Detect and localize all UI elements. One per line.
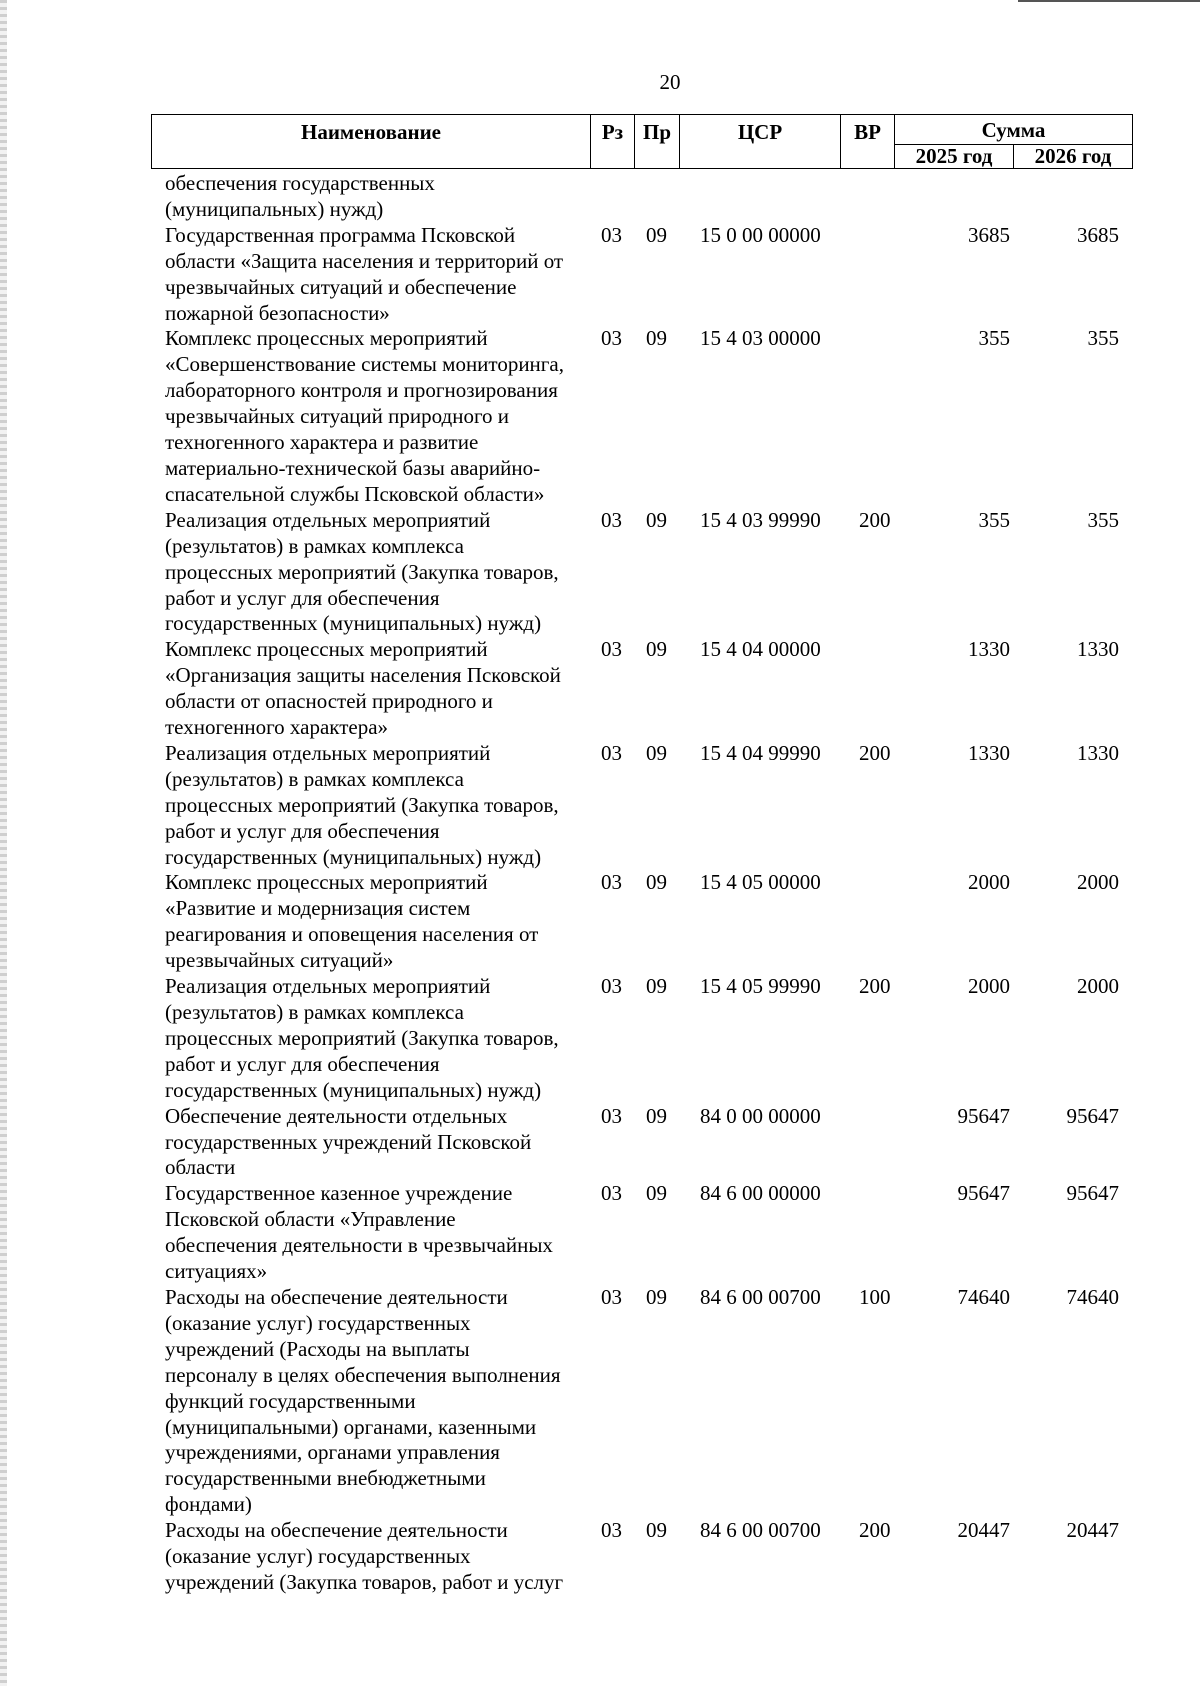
row-name — [165, 171, 585, 223]
row-pr: 09 — [646, 1103, 667, 1128]
row-name-line: реагирования и оповещения населения от — [165, 922, 539, 947]
row-rz: 03 — [601, 1518, 622, 1543]
row-vr: 200 — [859, 1518, 891, 1543]
row-name-line: ситуациях» — [165, 1259, 268, 1284]
row-name — [165, 326, 585, 507]
row-name-line: работ и услуг для обеспечения — [165, 818, 440, 843]
row-csr: 15 0 00 00000 — [700, 222, 821, 247]
row-sum-2025: 355 — [978, 507, 1010, 532]
row-name-line: чрезвычайных ситуаций природного и — [165, 404, 510, 429]
row-vr: 100 — [859, 1284, 891, 1309]
row-name-line: (результатов) в рамках комплекса — [165, 533, 464, 558]
header-name: Наименование — [151, 114, 591, 169]
row-sum-2026: 355 — [1087, 326, 1119, 351]
row-csr: 15 4 03 00000 — [700, 326, 821, 351]
row-sum-2026: 20447 — [1066, 1518, 1119, 1543]
row-name-line: государственными внебюджетными — [165, 1466, 486, 1491]
row-rz: 03 — [601, 740, 622, 765]
header-2026: 2026 год — [1013, 144, 1133, 169]
row-name-line: Комплекс процессных мероприятий — [165, 870, 488, 895]
row-csr: 15 4 05 00000 — [700, 870, 821, 895]
row-name-line: государственных учреждений Псковской — [165, 1129, 532, 1154]
row-pr: 09 — [646, 507, 667, 532]
row-name-line: «Развитие и модернизация систем — [165, 896, 471, 921]
header-2025: 2025 год — [894, 144, 1014, 169]
row-rz: 03 — [601, 326, 622, 351]
header-vr: ВР — [840, 114, 895, 169]
row-name-line: техногенного характера» — [165, 715, 389, 740]
row-pr: 09 — [646, 222, 667, 247]
row-sum-2025: 2000 — [968, 974, 1010, 999]
row-csr: 84 6 00 00700 — [700, 1518, 821, 1543]
header-rz: Рз — [590, 114, 635, 169]
row-pr: 09 — [646, 1518, 667, 1543]
row-sum-2026: 355 — [1087, 507, 1119, 532]
row-name — [165, 870, 585, 974]
row-rz: 03 — [601, 1284, 622, 1309]
row-name-line: учреждениями, органами управления — [165, 1440, 500, 1465]
row-sum-2026: 95647 — [1066, 1181, 1119, 1206]
row-name — [165, 1518, 585, 1596]
row-name-line: учреждений (Закупка товаров, работ и услуг — [165, 1569, 564, 1594]
row-name-line: (оказание услуг) государственных — [165, 1310, 471, 1335]
table-row — [0, 508, 1200, 638]
row-csr: 15 4 03 99990 — [700, 507, 821, 532]
row-name-line: техногенного характера и развитие — [165, 430, 479, 455]
row-sum-2025: 95647 — [957, 1181, 1010, 1206]
row-name — [165, 1285, 585, 1518]
row-name-line: чрезвычайных ситуаций и обеспечение — [165, 274, 517, 299]
row-sum-2026: 74640 — [1066, 1284, 1119, 1309]
row-sum-2026: 3685 — [1077, 222, 1119, 247]
row-pr: 09 — [646, 1284, 667, 1309]
row-name — [165, 1181, 585, 1285]
row-name-line: Реализация отдельных мероприятий — [165, 974, 491, 999]
header-pr: Пр — [634, 114, 680, 169]
row-name-line: государственных (муниципальных) нужд) — [165, 1077, 542, 1102]
row-name-line: (оказание услуг) государственных — [165, 1544, 471, 1569]
row-name-line: Государственная программа Псковской — [165, 222, 516, 247]
row-name-line: «Организация защиты населения Псковской — [165, 663, 561, 688]
header-csr: ЦСР — [679, 114, 841, 169]
row-name — [165, 974, 585, 1104]
row-sum-2026: 1330 — [1077, 740, 1119, 765]
row-rz: 03 — [601, 1181, 622, 1206]
row-pr: 09 — [646, 1181, 667, 1206]
row-csr: 15 4 05 99990 — [700, 974, 821, 999]
table-row — [0, 1285, 1200, 1518]
row-name-line: (результатов) в рамках комплекса — [165, 1000, 464, 1024]
table-row — [0, 1181, 1200, 1285]
row-name — [165, 223, 585, 327]
row-pr: 09 — [646, 326, 667, 351]
top-rule — [1018, 0, 1200, 2]
row-vr: 200 — [859, 507, 891, 532]
row-name-line: Расходы на обеспечение деятельности — [165, 1518, 508, 1543]
row-sum-2025: 95647 — [957, 1103, 1010, 1128]
row-sum-2025: 1330 — [968, 637, 1010, 662]
page-number: 20 — [659, 70, 681, 94]
row-sum-2025: 355 — [978, 326, 1010, 351]
row-sum-2025: 1330 — [968, 740, 1010, 765]
row-sum-2026: 95647 — [1066, 1103, 1119, 1128]
row-name-line: процессных мероприятий (Закупка товаров, — [165, 1025, 559, 1050]
row-sum-2025: 74640 — [957, 1284, 1010, 1309]
row-name-line: процессных мероприятий (Закупка товаров, — [165, 792, 559, 817]
row-sum-2026: 2000 — [1077, 974, 1119, 999]
table-row — [0, 171, 1200, 223]
row-rz: 03 — [601, 637, 622, 662]
table-row — [0, 974, 1200, 1104]
row-rz: 03 — [601, 1103, 622, 1128]
row-csr: 84 0 00 00000 — [700, 1103, 821, 1128]
row-name-line: области — [165, 1155, 236, 1180]
row-name-line: (муниципальными) органами, казенными — [165, 1414, 537, 1439]
row-name — [165, 508, 585, 638]
table-row — [0, 223, 1200, 327]
row-name-line: Государственное казенное учреждение — [165, 1181, 513, 1206]
row-name-line: работ и услуг для обеспечения — [165, 585, 440, 610]
row-name — [165, 741, 585, 871]
table-row — [0, 1104, 1200, 1182]
row-csr: 15 4 04 99990 — [700, 740, 821, 765]
row-name-line: фондами) — [165, 1492, 252, 1517]
row-name-line: Комплекс процессных мероприятий — [165, 637, 488, 662]
row-name-line: спасательной службы Псковской области» — [165, 481, 545, 506]
row-name-line: Реализация отдельных мероприятий — [165, 507, 491, 532]
table-header — [151, 114, 1133, 169]
row-rz: 03 — [601, 870, 622, 895]
row-sum-2025: 2000 — [968, 870, 1010, 895]
row-name-line: учреждений (Расходы на выплаты — [165, 1336, 470, 1361]
row-csr: 15 4 04 00000 — [700, 637, 821, 662]
row-name-line: лабораторного контроля и прогнозирования — [165, 378, 558, 403]
row-name-line: чрезвычайных ситуаций» — [165, 948, 394, 973]
header-sum: Сумма — [894, 114, 1133, 145]
row-vr: 200 — [859, 974, 891, 999]
row-rz: 03 — [601, 974, 622, 999]
row-name-line: процессных мероприятий (Закупка товаров, — [165, 559, 559, 584]
row-name-line: пожарной безопасности» — [165, 300, 390, 325]
row-name-line: работ и услуг для обеспечения — [165, 1051, 440, 1076]
row-name — [165, 1104, 585, 1182]
row-name-line: Псковской области «Управление — [165, 1207, 456, 1232]
row-rz: 03 — [601, 222, 622, 247]
row-sum-2026: 1330 — [1077, 637, 1119, 662]
row-name-line: материально-технической базы аварийно- — [165, 455, 541, 480]
row-name-line: области от опасностей природного и — [165, 689, 493, 714]
row-name-line: Обеспечение деятельности отдельных — [165, 1103, 508, 1128]
row-name-line: обеспечения деятельности в чрезвычайных — [165, 1233, 553, 1258]
row-name-line: (муниципальных) нужд) — [165, 196, 384, 221]
row-name-line: «Совершенствование системы мониторинга, — [165, 352, 564, 377]
row-csr: 84 6 00 00000 — [700, 1181, 821, 1206]
table-row — [0, 870, 1200, 974]
row-sum-2025: 3685 — [968, 222, 1010, 247]
row-sum-2025: 20447 — [957, 1518, 1010, 1543]
row-name-line: Реализация отдельных мероприятий — [165, 740, 491, 765]
row-pr: 09 — [646, 740, 667, 765]
row-name-line: Комплекс процессных мероприятий — [165, 326, 488, 351]
row-name-line: Расходы на обеспечение деятельности — [165, 1284, 508, 1309]
row-name-line: области «Защита населения и территорий от — [165, 248, 564, 273]
table-row — [0, 741, 1200, 871]
row-vr: 200 — [859, 740, 891, 765]
row-name-line: функций государственными — [165, 1388, 416, 1413]
row-csr: 84 6 00 00700 — [700, 1284, 821, 1309]
row-name-line: (результатов) в рамках комплекса — [165, 766, 464, 791]
row-name-line: государственных (муниципальных) нужд) — [165, 844, 542, 869]
table-body — [0, 171, 1200, 1596]
row-rz: 03 — [601, 507, 622, 532]
table-row — [0, 637, 1200, 741]
row-name — [165, 637, 585, 741]
row-pr: 09 — [646, 870, 667, 895]
row-sum-2026: 2000 — [1077, 870, 1119, 895]
table-row — [0, 326, 1200, 507]
row-name-line: государственных (муниципальных) нужд) — [165, 611, 542, 636]
row-name-line: обеспечения государственных — [165, 171, 435, 195]
row-pr: 09 — [646, 974, 667, 999]
table-row — [0, 1518, 1200, 1596]
row-name-line: персоналу в целях обеспечения выполнения — [165, 1362, 561, 1387]
row-pr: 09 — [646, 637, 667, 662]
